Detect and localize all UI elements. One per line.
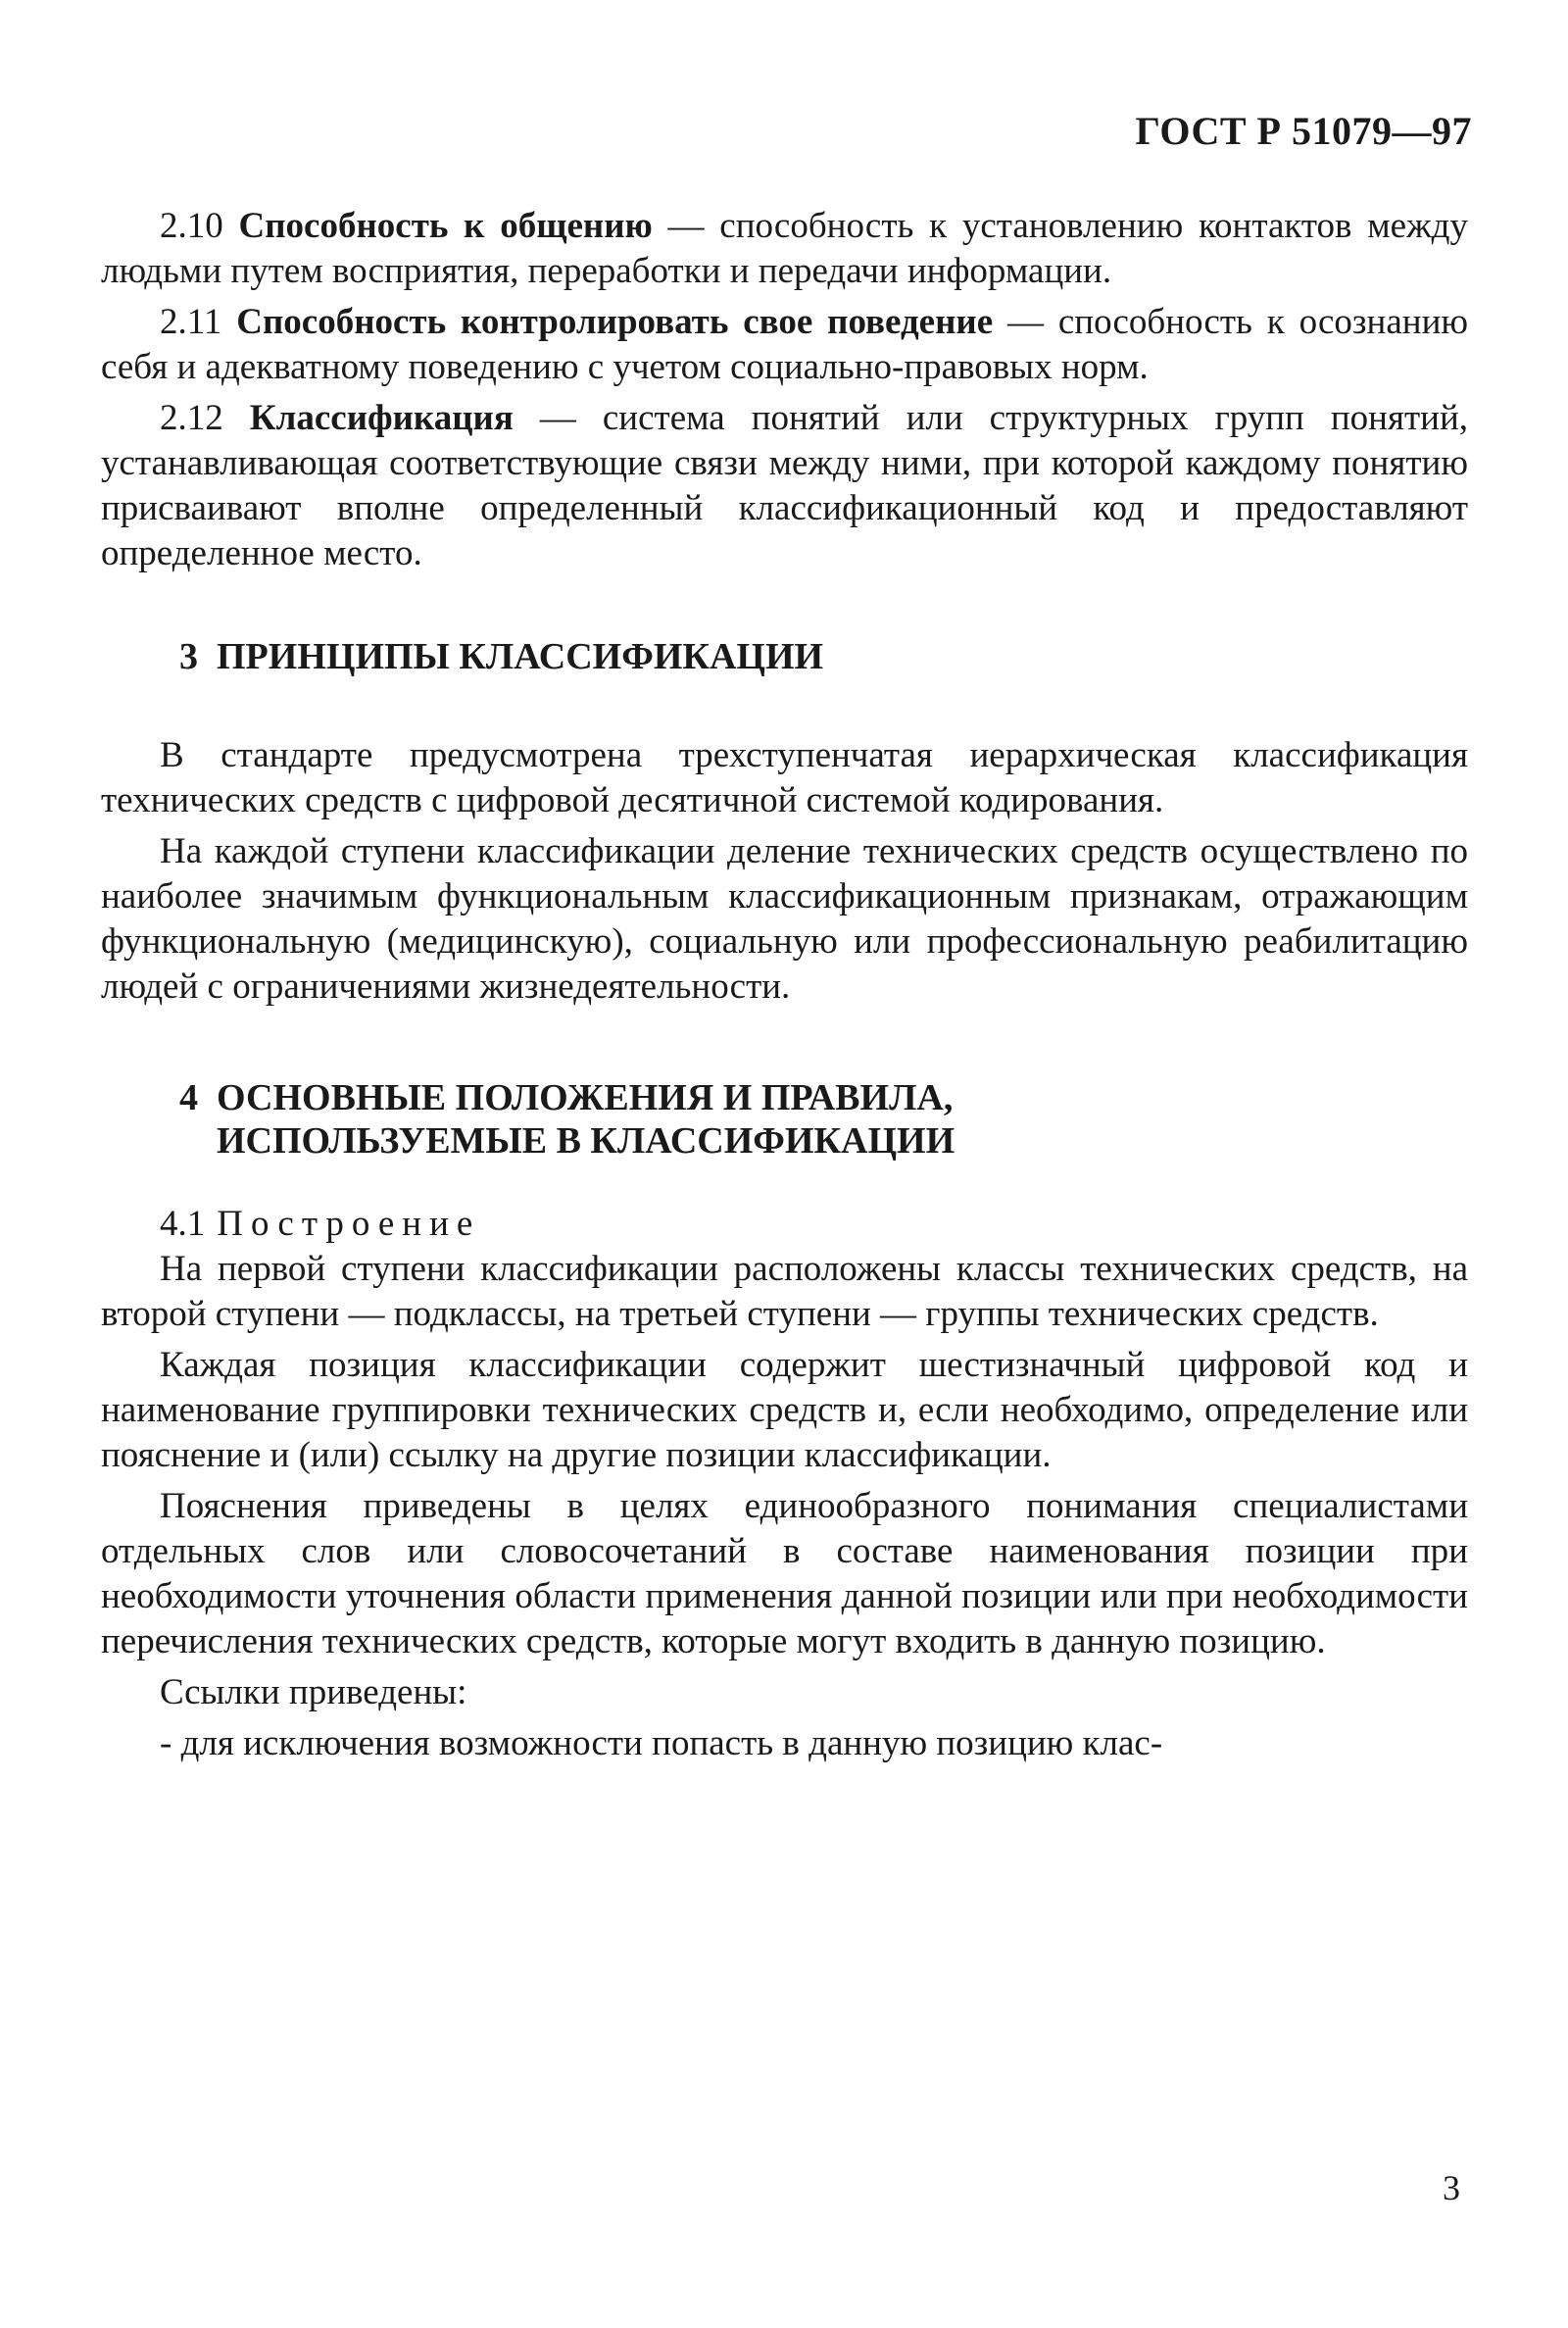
- definition-term: Способность к общению: [238, 206, 653, 246]
- paragraph: На каждой ступени классификации деление технических средств осуществлено по наиболее значимым функциональным классификационным признакам, отражающим функциональную (медицинскую), социальную или профессиональную реабилитацию людей с ограничениями жизнедеятельности.: [101, 831, 1468, 1007]
- section-title: ПРИНЦИПЫ КЛАССИФИКАЦИИ: [217, 636, 824, 677]
- paragraph: Каждая позиция классификации содержит шестизначный цифровой код и наименование группировки технических средств и, если необходимо, определение или пояснение и (или) ссылку на другие позиции классификации.: [101, 1345, 1468, 1475]
- page-number: 3: [1443, 2168, 1460, 2207]
- section-number: 4: [179, 1077, 198, 1118]
- paragraph: В стандарте предусмотрена трехступенчатая иерархическая классификация технических средств с цифровой десятичной системой кодирования.: [101, 735, 1468, 820]
- definition-2-11: [101, 300, 1468, 390]
- paragraph: На первой ступени классификации расположены классы технических средств, на второй ступени — подклассы, на третьей ступени — группы технических средств.: [101, 1249, 1468, 1334]
- section-title-line2: ИСПОЛЬЗУЕМЫЕ В КЛАССИФИКАЦИИ: [217, 1120, 956, 1162]
- subsection-4-1-heading: [101, 1202, 1468, 1247]
- definition-term: Способность контролировать свое поведение: [236, 302, 994, 342]
- list-item: - для исключения возможности попасть в данную позицию клас-: [160, 1723, 1163, 1763]
- definition-term: Классификация: [249, 398, 514, 438]
- subsection-number: 4.1: [160, 1204, 206, 1244]
- definition-number: 2.10: [160, 206, 223, 246]
- section-3-heading: [101, 635, 1468, 678]
- definition-text: — способность к установлению контактов между людьми путем восприятия, переработки и передачи информации.: [101, 206, 1468, 291]
- section-4-heading: [101, 1076, 1468, 1163]
- paragraph: Ссылки приведены:: [160, 1672, 467, 1712]
- definition-2-12: [101, 396, 1468, 576]
- definition-text: — способность к осознанию себя и адекватному поведению с учетом социально-правовых норм.: [101, 302, 1469, 387]
- definition-2-10: [101, 204, 1468, 294]
- definition-number: 2.11: [160, 302, 222, 342]
- subsection-title: Построение: [217, 1204, 481, 1244]
- definition-text: — система понятий или структурных групп понятий, устанавливающая соответствующие связи между ними, при которой каждому понятию присваивают вполне определенный классификационный код и предоставляют определенное место.: [101, 398, 1469, 573]
- section-number: 3: [179, 636, 198, 677]
- document-body: [101, 204, 1468, 1766]
- standard-code-header: ГОСТ Р 51079—97: [1135, 109, 1472, 153]
- paragraph: Пояснения приведены в целях единообразного понимания специалистами отдельных слов или словосочетаний в составе наименования позиции при необходимости уточнения области применения данной позиции или при необходимости перечисления технических средств, которые могут входить в данную позицию.: [101, 1486, 1468, 1661]
- section-title-line1: ОСНОВНЫЕ ПОЛОЖЕНИЯ И ПРАВИЛА,: [217, 1077, 954, 1118]
- definition-number: 2.12: [160, 398, 223, 438]
